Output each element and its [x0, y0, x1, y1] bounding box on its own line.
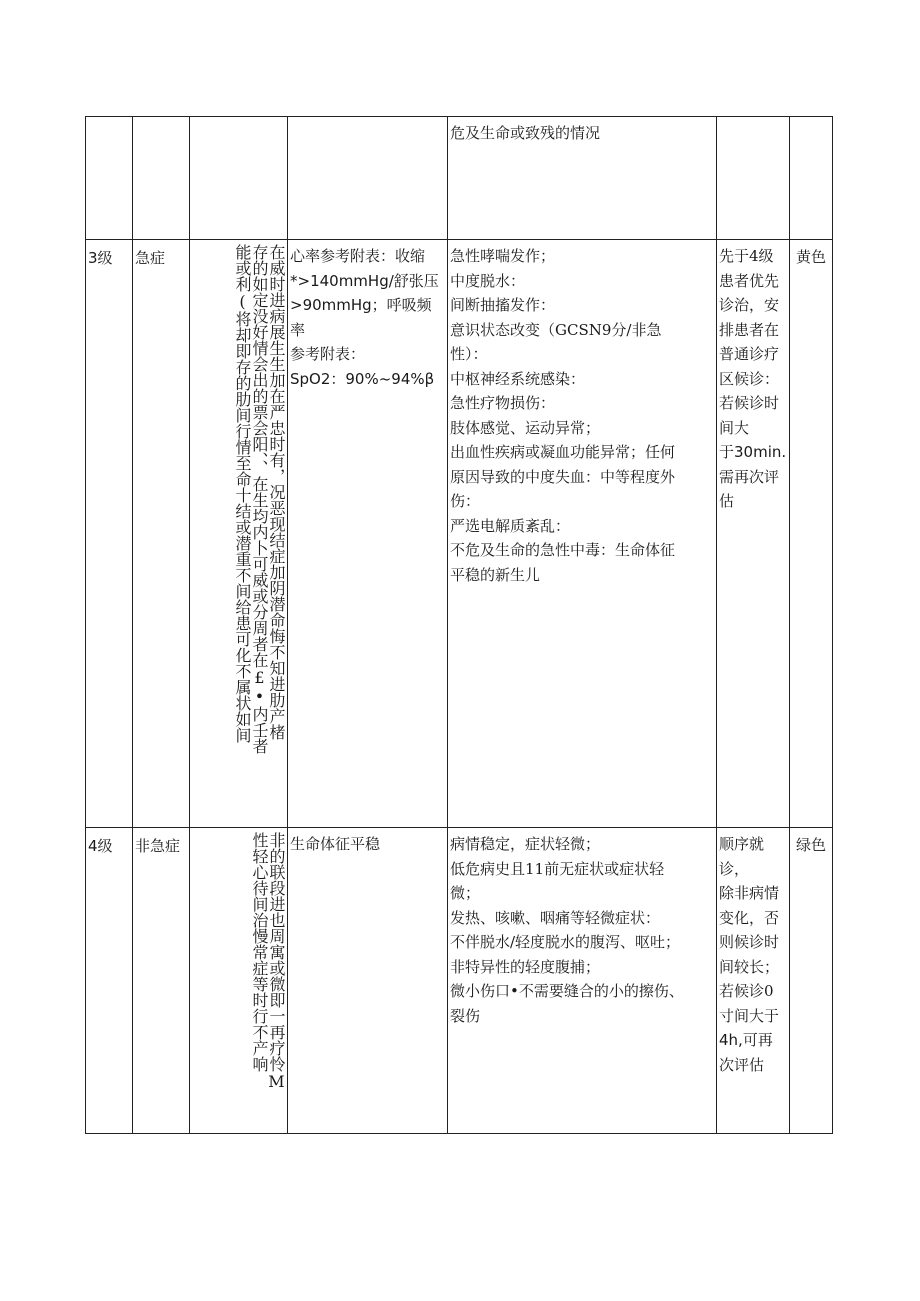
response-line: 排患者在	[719, 320, 780, 339]
indication-line: 性）：	[450, 345, 488, 363]
response-line: 寸间大于	[719, 1006, 780, 1025]
response-line: 间大	[719, 418, 750, 437]
response-line: 4h,可再	[719, 1031, 773, 1049]
indication-line: 急性疗物损伤：	[450, 394, 556, 412]
vitals-line: 生命体征平稳	[290, 835, 381, 853]
indication-line: 微；	[450, 884, 481, 902]
response-line: 若候诊0	[719, 982, 774, 1000]
response-line: 需再次评	[719, 467, 780, 486]
response-line: 顺序就诊，	[719, 835, 765, 878]
response-cell	[717, 240, 790, 828]
description-column: 性轻心待间治慢常症等时行不产响	[250, 832, 269, 1072]
vitals-line: *>140mmHg/舒张压	[290, 271, 439, 290]
indication-line: 间断抽搐发作：	[450, 296, 556, 314]
vitals-line: SpO2：90%~94%β	[290, 369, 435, 388]
response-line: 次评估	[719, 1055, 765, 1074]
indications-cell	[448, 117, 717, 240]
indication-line: 裂伤	[450, 1006, 481, 1025]
table-row	[86, 828, 833, 1134]
response-line: 普通诊疗	[719, 345, 780, 363]
triage-table	[85, 116, 833, 1134]
level-cell	[86, 117, 133, 240]
description-cell	[190, 117, 288, 240]
vitals-line: 参考附表：	[290, 345, 366, 363]
response-line: 患者优先	[719, 271, 780, 290]
indication-line: 病情稳定，症状轻微；	[450, 835, 601, 853]
description-cell	[190, 240, 288, 828]
indication-line: 非特异性的轻度腹捕；	[450, 957, 601, 976]
indications-cell	[448, 240, 717, 828]
triage-color-label: 黄色	[796, 248, 827, 266]
indication-line: 肢体感觉、运动异常；	[450, 418, 601, 437]
response-line: 区候诊：	[719, 369, 780, 388]
level-name: 非急症	[135, 837, 181, 855]
indication-line: 中度脱水：	[450, 271, 526, 290]
indication-line: 中枢神经系统感染：	[450, 369, 586, 388]
vitals-cell	[288, 117, 448, 240]
vitals-line: 心率参考附表：收缩	[290, 247, 426, 265]
level-label: 4级	[88, 837, 113, 855]
level-name: 急症	[135, 249, 166, 267]
vitals-cell	[288, 240, 448, 828]
indication-line: 危及生命或致残的情况	[450, 124, 601, 142]
response-cell	[717, 117, 790, 240]
name-cell	[133, 240, 190, 828]
indication-line: 低危病史且11前无症状或症状轻	[450, 859, 665, 878]
level-cell	[86, 828, 133, 1134]
vitals-line: >90mmHg；呼吸频率	[290, 296, 432, 339]
response-line: 则候诊时	[719, 933, 780, 951]
indication-line: 平稳的新生儿	[450, 565, 541, 584]
indication-line: 原因导致的中度失血：中等程度外	[450, 467, 676, 486]
response-line: 除非病情	[719, 884, 780, 902]
response-cell	[717, 828, 790, 1134]
indication-line: 意识状态改变（GCSN9分/非急	[450, 320, 662, 339]
indication-line: 不伴脱水/轻度脱水的腹泻、呕吐；	[450, 933, 681, 951]
indication-line: 微小伤口•不需要缝合的小的擦伤、	[450, 982, 684, 1000]
response-line: 先于4级	[719, 247, 774, 265]
name-cell	[133, 117, 190, 240]
response-line: 估	[719, 492, 735, 510]
level-cell	[86, 240, 133, 828]
table-row	[86, 240, 833, 828]
response-line: 若候诊时	[719, 394, 780, 412]
color-cell	[790, 828, 833, 1134]
table-row	[86, 117, 833, 240]
name-cell	[133, 828, 190, 1134]
response-line: 间较长；	[719, 957, 780, 976]
indications-cell	[448, 828, 717, 1134]
description-column: 存的如定没好情会出的票会阳、、在生均内卜可威或分周者在£•内壬者	[250, 244, 269, 754]
indication-line: 出血性疾病或凝血功能异常；任何	[450, 443, 676, 461]
description-column: 非的联段进也周寓或微即一再疗怜M	[267, 832, 286, 1091]
description-column: 能或利(将却即存的肋间行情至命十结或潜重不间给患可化不属状如间	[233, 244, 252, 743]
color-cell	[790, 117, 833, 240]
indication-line: 不危及生命的急性中毒：生命体征	[450, 541, 676, 559]
response-line: 变化，否	[719, 908, 780, 927]
indication-line: 伤：	[450, 492, 481, 510]
indication-line: 严选电解质紊乱：	[450, 516, 571, 535]
response-line: 诊治，安	[719, 296, 780, 314]
triage-color-label: 绿色	[796, 836, 827, 854]
indication-line: 急性哮喘发作；	[450, 247, 556, 265]
description-column: 在威时进病展生生加在严忠时有，况恶现结症加阴潜命悔不知进肋产楮	[267, 244, 286, 740]
vitals-cell	[288, 828, 448, 1134]
response-line: 于30min.	[719, 443, 787, 461]
level-label: 3级	[88, 249, 113, 267]
color-cell	[790, 240, 833, 828]
indication-line: 发热、咳嗽、咽痛等轻微症状：	[450, 908, 661, 927]
description-cell	[190, 828, 288, 1134]
